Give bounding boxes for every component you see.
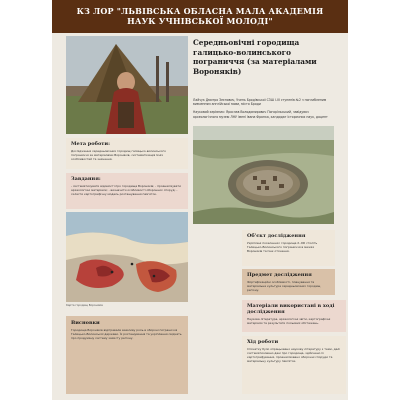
materials-text: Наукова література, археологічні звіти, картографічні матеріали та результати польових обстежень. bbox=[247, 317, 331, 325]
object-text: Укріплені поселення і городища X–XIII століть Галицько-Волинського пограниччя в межах Вороняків та їхнє оточення. bbox=[247, 241, 318, 253]
tasks-heading: Завдання: bbox=[71, 176, 101, 182]
poster-title: Середньовічні городища галицько-волинського пограниччя (за матеріалами Вороняків) bbox=[193, 38, 317, 76]
progress-heading: Хід роботи bbox=[247, 339, 279, 345]
map-caption: Карта городищ Вороняків bbox=[66, 303, 103, 307]
conclusions-text: Городища Вороняків відігравали важливу роль в обороні пограниччя Галицько-Волинської держави. Їх розташування та укріплення свідчать про продуману систему захисту регіону. bbox=[71, 328, 182, 340]
tasks-text: - систематизувати відомості про городища Вороняків; - проаналізувати археологічні матеріали; - визначити особливості оборонних споруд; - скласти картографічну модель розташування пам'яток. bbox=[71, 184, 181, 196]
materials-heading: Матеріали використані в ході дослідження bbox=[247, 303, 335, 315]
header-line-1: КЗ ЛОР "ЛЬВІВСЬКА ОБЛАСНА МАЛА АКАДЕМІЯ bbox=[76, 6, 324, 16]
goal-heading: Мета роботи: bbox=[71, 141, 110, 147]
author-supervisor: Науковий керівник: Ярослав Володимирович Погорільський, завідувач археологічного музею ЛНУ імені Івана Франка, кандидат історичних наук, доцент bbox=[193, 110, 328, 119]
subject-heading: Предмет дослідження bbox=[247, 272, 312, 278]
conclusions-heading: Висновки bbox=[71, 320, 100, 326]
poster-header bbox=[52, 0, 348, 33]
header-line-2: НАУК УЧНІВСЬКОЇ МОЛОДІ" bbox=[127, 16, 273, 26]
panel-progress bbox=[242, 336, 346, 394]
goal-text: Дослідження середньовічних городищ галицько-волинського пограниччя за матеріалами Вороняків, систематизація їхніх особливостей та значення. bbox=[71, 149, 166, 161]
poster bbox=[52, 0, 348, 400]
panel-goal bbox=[66, 138, 188, 169]
panel-materials bbox=[242, 300, 346, 332]
panel-subject bbox=[242, 269, 335, 295]
subject-text: Фортифікаційні особливості, планування та матеріальна культура середньовічних городищ регіону. bbox=[247, 280, 321, 292]
panel-tasks bbox=[66, 173, 188, 209]
author-student: Лайчук Дмитро Зеєнович, Учень Бродівської СЗШ І-ІІІ ступенів №2 з поглибленим вивченням англійської мови, місто Броди bbox=[193, 98, 327, 107]
authors-block bbox=[193, 98, 333, 123]
panel-conclusions bbox=[66, 316, 188, 394]
progress-text: Спочатку було опрацьовано наукову літературу з теми, далі систематизовано дані про городища, здійснено їх картографування, проаналізовано оборонні споруди та матеріальну культуру пам'яток. bbox=[247, 347, 341, 363]
object-heading: Об'єкт дослідження bbox=[247, 233, 306, 239]
reenactor-photo bbox=[66, 36, 188, 134]
hillfort-aerial-photo bbox=[193, 126, 334, 224]
relief-map bbox=[66, 212, 188, 302]
panel-object bbox=[242, 230, 335, 266]
